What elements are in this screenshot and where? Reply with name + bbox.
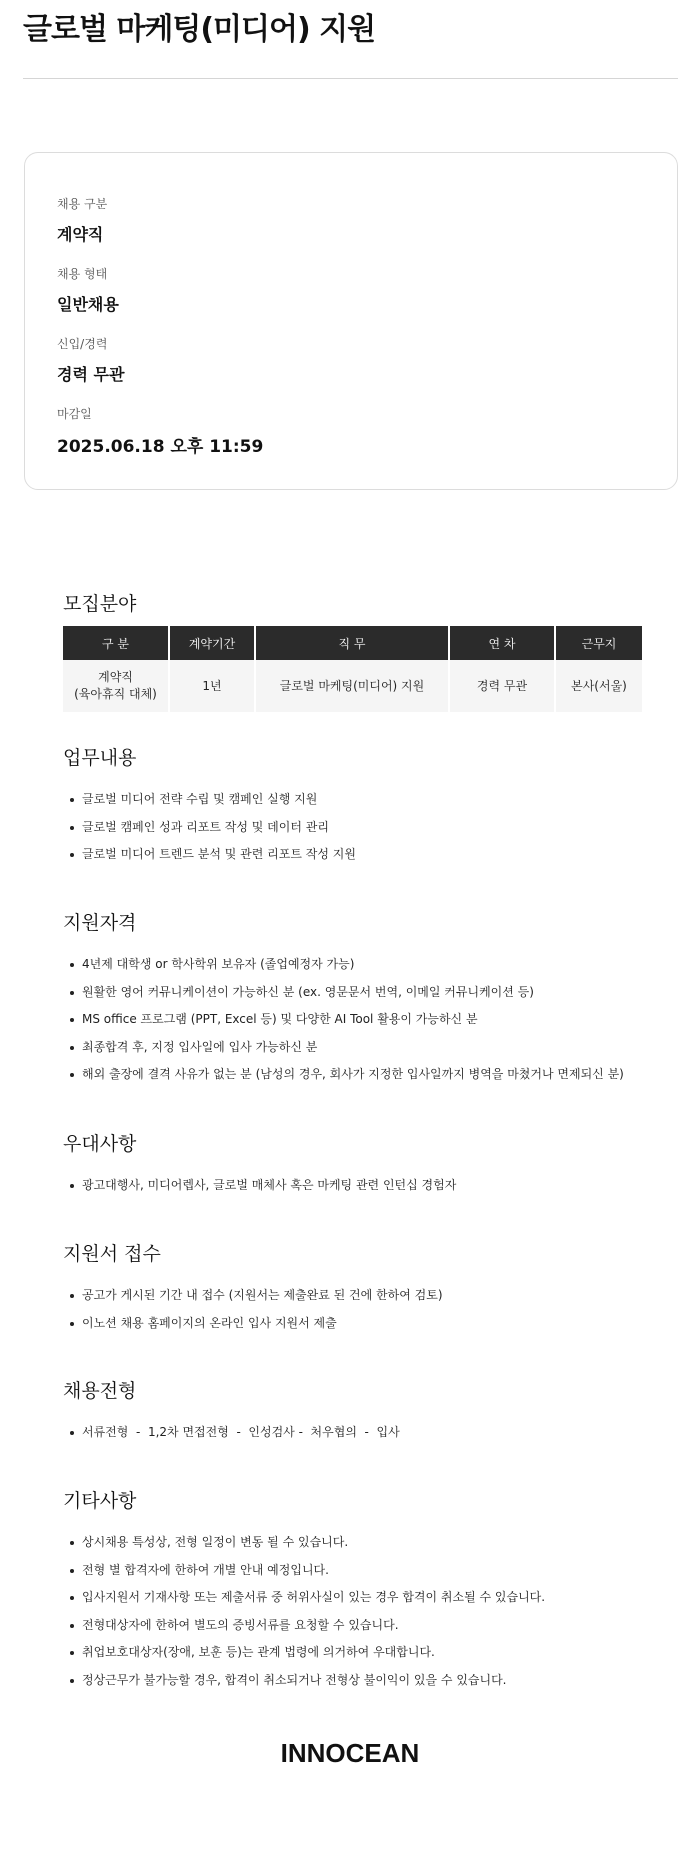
list-item: 서류전형 - 1,2차 면접전형 - 인성검사 - 처우협의 - 입사 <box>63 1419 663 1447</box>
info-value: 2025.06.18 오후 11:59 <box>57 437 264 457</box>
info-value: 계약직 <box>57 225 104 244</box>
list-item: 최종합격 후, 지정 입사일에 입사 가능하신 분 <box>63 1034 663 1062</box>
list-item: 상시채용 특성상, 전형 일정이 변동 될 수 있습니다. <box>63 1529 663 1557</box>
section-title-preferences: 우대사항 <box>63 1133 137 1155</box>
info-label: 채용 구분 <box>57 197 108 211</box>
info-deadline <box>57 405 263 457</box>
list-item: 해외 출장에 결격 사유가 없는 분 (남성의 경우, 회사가 지정한 입사일까지 병역을 마쳤거나 면제되신 분) <box>63 1061 663 1089</box>
list-item: 광고대행사, 미디어렙사, 글로벌 매체사 혹은 마케팅 관련 인턴십 경험자 <box>63 1172 663 1200</box>
list-item: 입사지원서 기재사항 또는 제출서류 중 허위사실이 있는 경우 합격이 취소될 수 있습니다. <box>63 1584 663 1612</box>
info-label: 신입/경력 <box>57 337 108 351</box>
section-title-application: 지원서 접수 <box>63 1243 161 1265</box>
table-cell: 1년 <box>170 660 254 712</box>
table-header-cell: 근무지 <box>556 626 642 660</box>
section-title-etc: 기타사항 <box>63 1490 137 1512</box>
list-item: 공고가 게시된 기간 내 접수 (지원서는 제출완료 된 건에 한하여 검토) <box>63 1282 663 1310</box>
list-item: 정상근무가 불가능할 경우, 합격이 취소되거나 전형상 불이익이 있을 수 있습니다. <box>63 1667 663 1695</box>
table-cell: 계약직 (육아휴직 대체) <box>63 660 168 712</box>
section-title-recruit: 모집분야 <box>63 593 137 615</box>
list-item: 이노션 채용 홈페이지의 온라인 입사 지원서 제출 <box>63 1310 663 1338</box>
info-experience-level <box>57 335 124 385</box>
list-item: 4년제 대학생 or 학사학위 보유자 (졸업예정자 가능) <box>63 951 663 979</box>
list-item: 취업보호대상자(장애, 보훈 등)는 관계 법령에 의거하여 우대합니다. <box>63 1639 663 1667</box>
process-list <box>63 1419 663 1447</box>
table-cell: 경력 무관 <box>450 660 554 712</box>
section-title-duties: 업무내용 <box>63 747 137 769</box>
info-employment-category <box>57 195 107 245</box>
table-header-row <box>63 626 642 660</box>
info-value: 경력 무관 <box>57 365 125 384</box>
info-label: 채용 형태 <box>57 267 108 281</box>
list-item: 글로벌 미디어 트렌드 분석 및 관련 리포트 작성 지원 <box>63 841 663 869</box>
etc-list <box>63 1529 663 1694</box>
qualifications-list <box>63 951 663 1089</box>
title-divider <box>23 78 678 79</box>
table-row <box>63 660 642 712</box>
list-item: MS office 프로그램 (PPT, Excel 등) 및 다양한 AI Tool 활용이 가능하신 분 <box>63 1006 663 1034</box>
section-title-process: 채용전형 <box>63 1380 137 1402</box>
info-employment-type <box>57 265 119 315</box>
job-info-card <box>24 152 678 490</box>
section-title-qualifications: 지원자격 <box>63 912 137 934</box>
list-item: 글로벌 캠페인 성과 리포트 작성 및 데이터 관리 <box>63 814 663 842</box>
application-list <box>63 1282 663 1337</box>
duties-list <box>63 786 663 869</box>
info-value: 일반채용 <box>57 295 119 314</box>
list-item: 전형대상자에 한하여 별도의 증빙서류를 요청할 수 있습니다. <box>63 1612 663 1640</box>
page-title: 글로벌 마케팅(미디어) 지원 <box>23 12 376 47</box>
table-cell: 글로벌 마케팅(미디어) 지원 <box>256 660 448 712</box>
innocean-logo: INNOCEAN <box>280 1738 420 1768</box>
list-item: 원활한 영어 커뮤니케이션이 가능하신 분 (ex. 영문문서 번역, 이메일 커뮤니케이션 등) <box>63 979 663 1007</box>
list-item: 글로벌 미디어 전략 수립 및 캠페인 실행 지원 <box>63 786 663 814</box>
table-header-cell: 구 분 <box>63 626 168 660</box>
preferences-list <box>63 1172 663 1200</box>
recruit-table <box>61 626 644 712</box>
table-cell: 본사(서울) <box>556 660 642 712</box>
table-header-cell: 직 무 <box>256 626 448 660</box>
table-header-cell: 연 차 <box>450 626 554 660</box>
table-header-cell: 계약기간 <box>170 626 254 660</box>
info-label: 마감일 <box>57 407 92 421</box>
list-item: 전형 별 합격자에 한하여 개별 안내 예정입니다. <box>63 1557 663 1585</box>
